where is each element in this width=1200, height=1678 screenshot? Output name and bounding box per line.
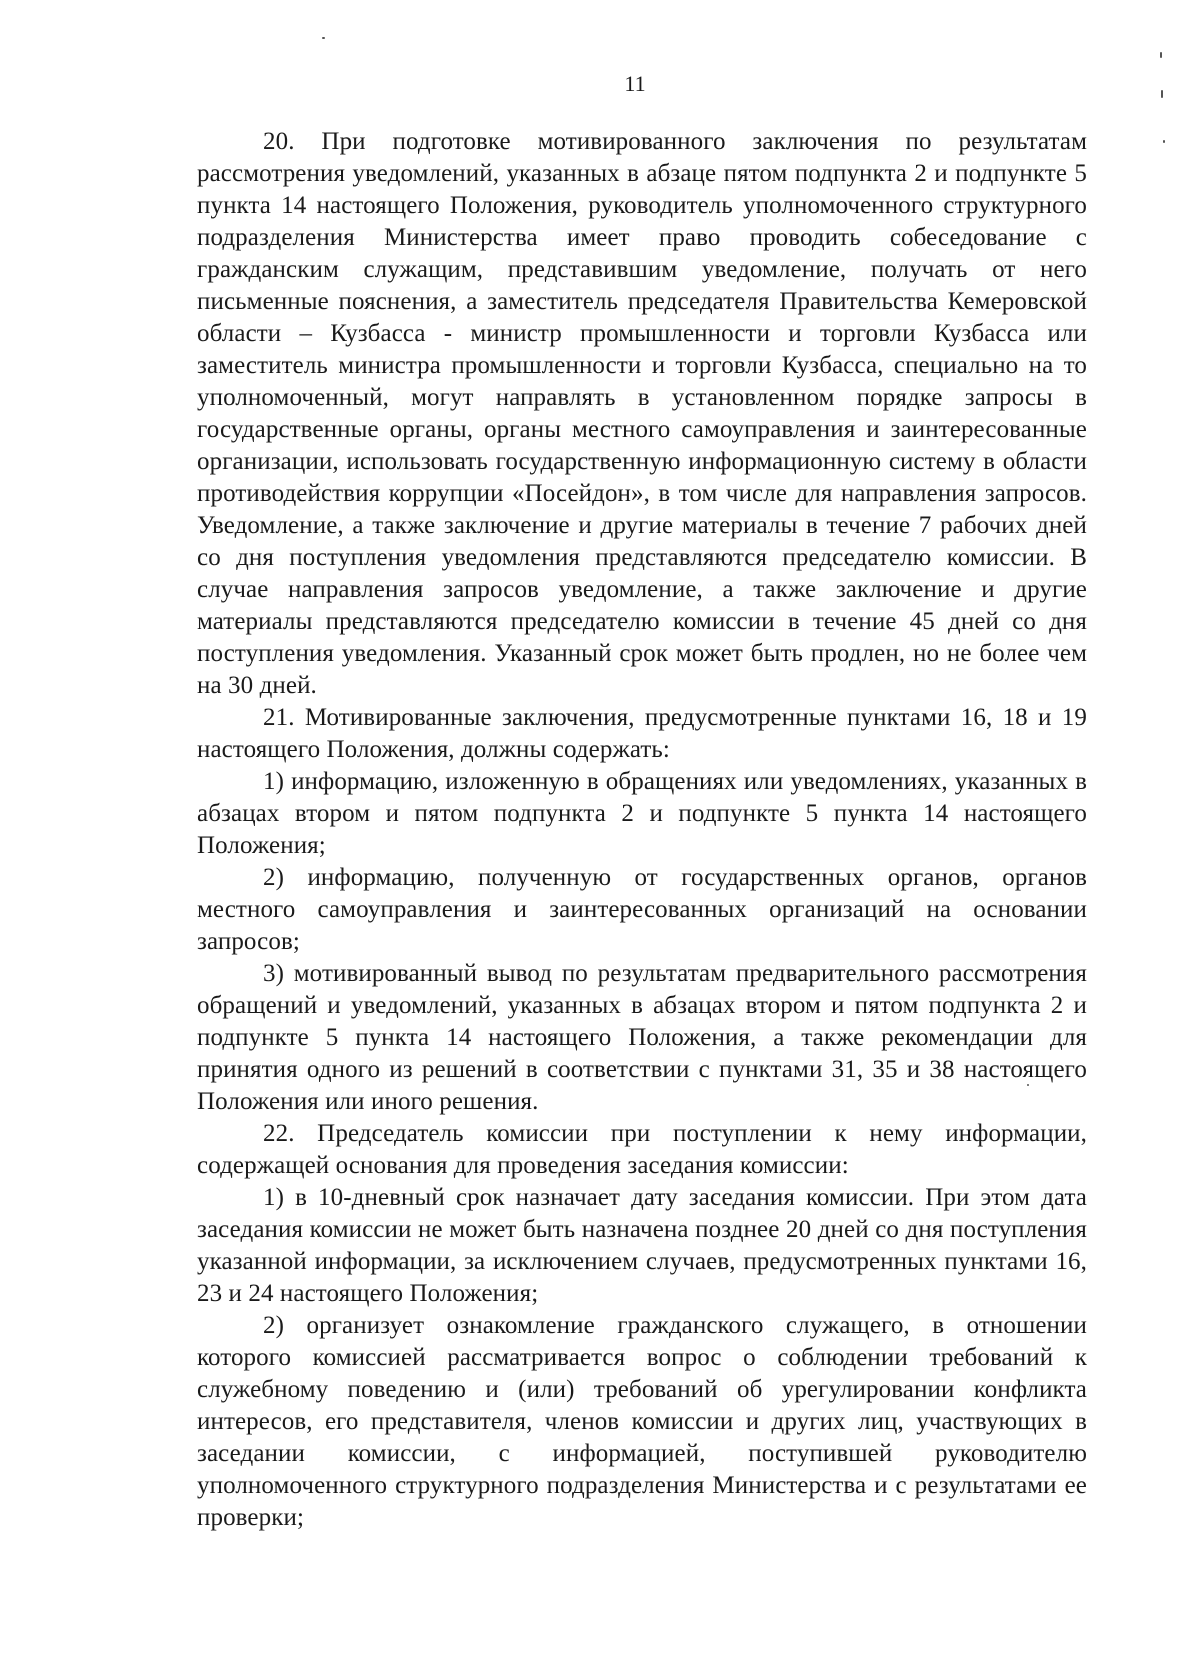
paragraph-22: 22. Председатель комиссии при поступлении к нему информации, содержащей основания для проведения заседания комиссии:	[197, 1120, 1087, 1179]
paragraph-22-item-1: 1) в 10-дневный срок назначает дату заседания комиссии. При этом дата заседания комиссии не может быть назначена позднее 20 дней со дня поступления указанной информации, за исключением случаев, предусмотренных пунктами 16, 23 и 24 настоящего Положения;	[197, 1184, 1087, 1307]
page-number: 11	[624, 71, 646, 96]
paragraph-21: 21. Мотивированные заключения, предусмотренные пунктами 16, 18 и 19 настоящего Положения, должны содержать:	[197, 704, 1087, 763]
document-body	[197, 126, 1087, 1534]
scan-speck	[1160, 52, 1162, 58]
scan-speck	[1163, 140, 1165, 143]
paragraph-21-item-3: 3) мотивированный вывод по результатам предварительного рассмотрения обращений и уведомлений, указанных в абзацах втором и пятом подпункта 2 и подпункте 5 пункта 14 настоящего Положения, а также рекомендации для принятия одного из решений в соответствии с пунктами 31, 35 и 38 настоящего Положения или иного решения.	[197, 960, 1087, 1115]
paragraph-20: 20. При подготовке мотивированного заключения по результатам рассмотрения уведомлений, указанных в абзаце пятом подпункта 2 и подпункте 5 пункта 14 настоящего Положения, руководитель уполномоченного структурного подразделения Министерства имеет право проводить собеседование с гражданским служащим, представившим уведомление, получать от него письменные пояснения, а заместитель председателя Правительства Кемеровской области – Кузбасса - министр промышленности и торговли Кузбасса или заместитель министра промышленности и торговли Кузбасса, специально на то уполномоченный, могут направлять в установленном порядке запросы в государственные органы, органы местного самоуправления и заинтересованные организации, использовать государственную информационную систему в области противодействия коррупции «Посейдон», в том числе для направления запросов. Уведомление, а также заключение и другие материалы в течение 7 рабочих дней со дня поступления уведомления представляются председателю комиссии. В случае направления запросов уведомление, а также заключение и другие материалы представляются председателю комиссии в течение 45 дней со дня поступления уведомления. Указанный срок может быть продлен, но не более чем на 30 дней.	[197, 128, 1087, 699]
paragraph-22-item-2: 2) организует ознакомление гражданского служащего, в отношении которого комиссией рассматривается вопрос о соблюдении требований к служебному поведению и (или) требований об урегулировании конфликта интересов, его представителя, членов комиссии и других лиц, участвующих в заседании комиссии, с информацией, поступившей руководителю уполномоченного структурного подразделения Министерства и с результатами ее проверки;	[197, 1312, 1087, 1531]
paragraph-21-item-2: 2) информацию, полученную от государственных органов, органов местного самоуправления и заинтересованных организаций на основании запросов;	[197, 864, 1087, 955]
scan-speck	[322, 37, 325, 39]
paragraph-21-item-1: 1) информацию, изложенную в обращениях или уведомлениях, указанных в абзацах втором и пятом подпункта 2 и подпункте 5 пункта 14 настоящего Положения;	[197, 768, 1087, 859]
